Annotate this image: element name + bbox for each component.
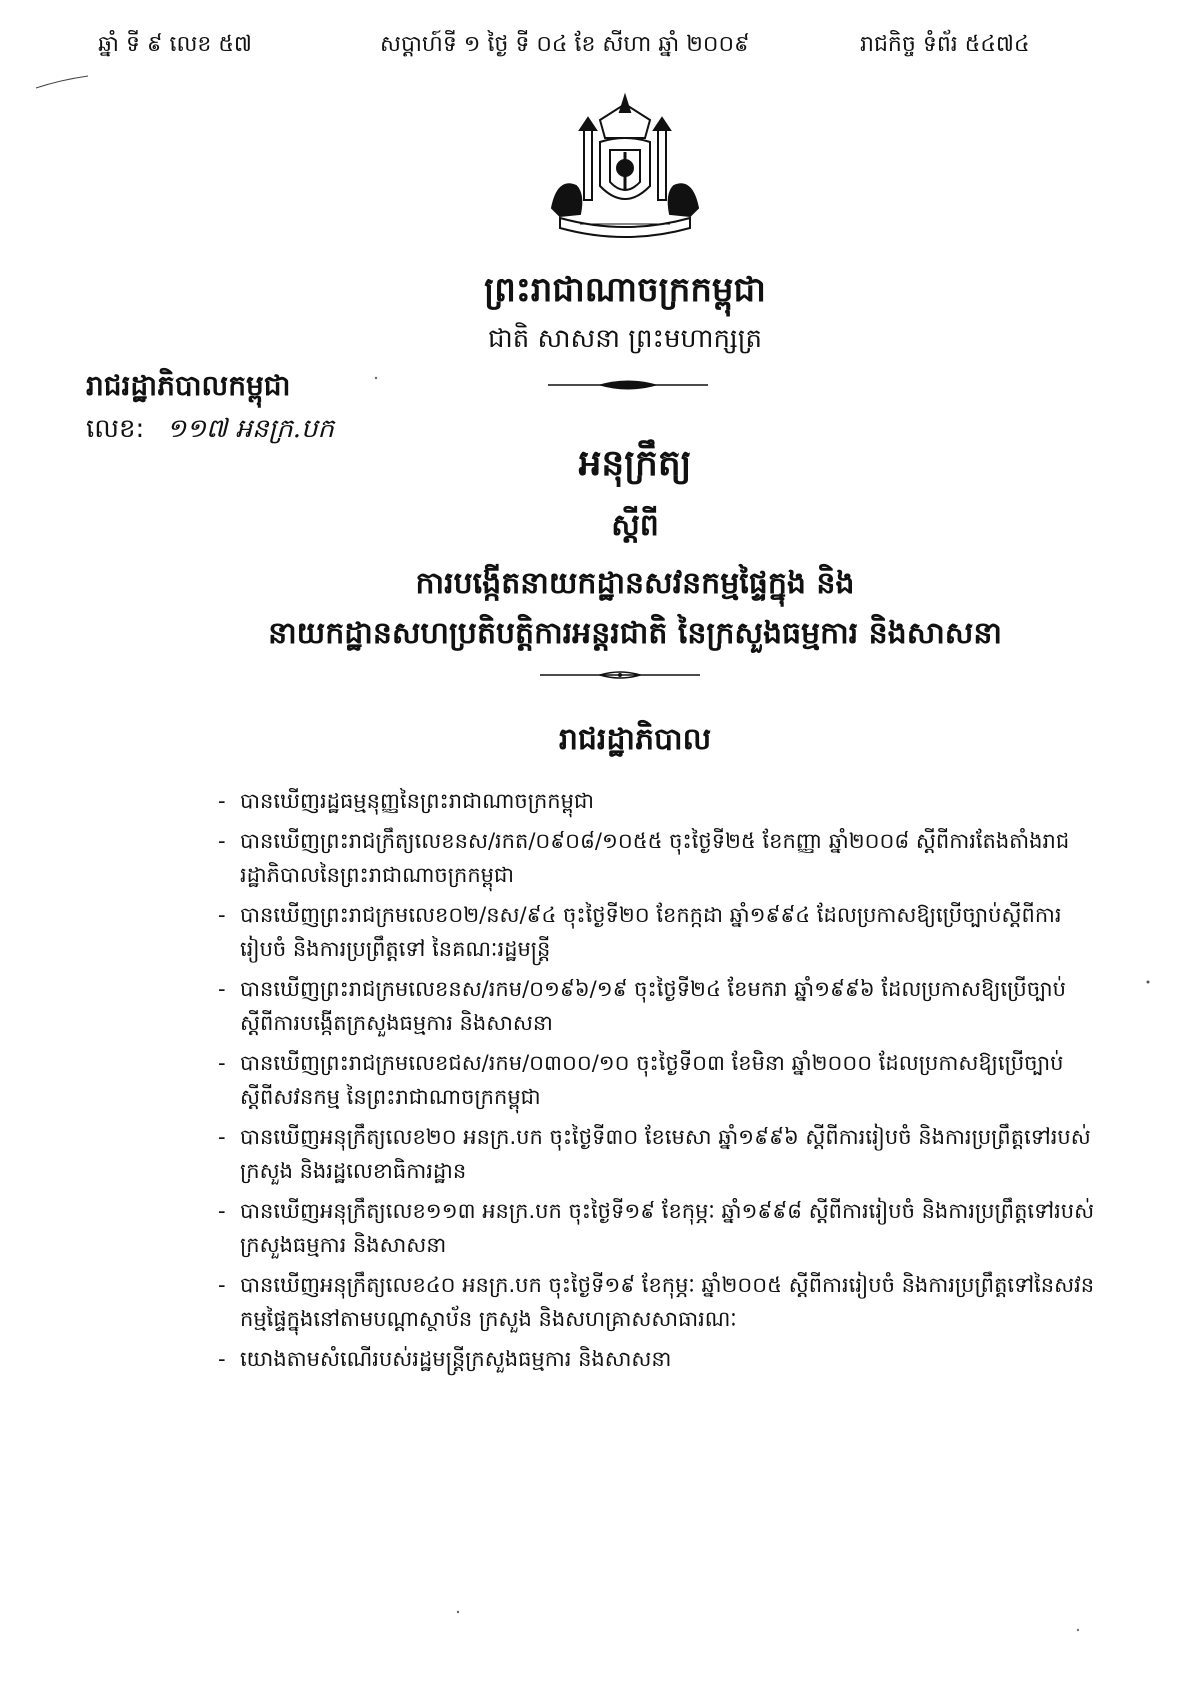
gazette-date: សប្តាហ៍ទី ១ ថ្ងៃ ទី ០៤ ខែ សីហា ឆ្នាំ ២០០៩	[380, 32, 750, 57]
list-item: - បានឃើញរដ្ឋធម្មនុញ្ញនៃព្រះរាជាណាចក្រកម្ពុជា	[218, 784, 1098, 818]
list-item: - បានឃើញព្រះរាជក្រមលេខនស/រកម/០១៩៦/១៩ ចុះថ្ងៃទី២៤ ខែមករា ឆ្នាំ១៩៩៦ ដែលប្រកាសឱ្យប្រើច្បាប់ស្តីពីការបង្កើតក្រសួងធម្មការ និងសាសនា	[218, 972, 1098, 1040]
list-item: - បានឃើញអនុក្រឹត្យលេខ៤០ អនក្រ.បក ចុះថ្ងៃទី១៩ ខែកុម្ភៈ ឆ្នាំ២០០៥ ស្តីពីការរៀបចំ និងការប្រព្រឹត្តទៅនៃសវនកម្មផ្ទៃក្នុងនៅតាមបណ្តាស្ថាប័ន ក្រសួង និងសហគ្រាសសាធារណៈ	[218, 1268, 1098, 1336]
list-item: - បានឃើញអនុក្រឹត្យលេខ២០ អនក្រ.បក ចុះថ្ងៃទី៣០ ខែមេសា ឆ្នាំ១៩៩៦ ស្តីពីការរៀបចំ និងការប្រព្រឹត្តទៅរបស់ក្រសួង និងរដ្ឋលេខាធិការដ្ឋាន	[218, 1120, 1098, 1188]
ornament-divider-icon	[540, 668, 700, 682]
gazette-page: រាជកិច្ច ទំព័រ ៥៤៧៤	[860, 32, 1030, 57]
subject-line-2: នាយកដ្ឋានសហប្រតិបត្តិការអន្តរជាតិ នៃក្រសួងធម្មការ និងសាសនា	[268, 616, 1002, 651]
document-about: ស្តីពី	[611, 508, 659, 543]
list-item: - បានឃើញព្រះរាជក្រមលេខជស/រកម/០៣០០/១០ ចុះថ្ងៃទី០៣ ខែមិនា ឆ្នាំ២០០០ ដែលប្រកាសឱ្យប្រើច្បាប់ស្តីពីសវនកម្ម នៃព្រះរាជាណាចក្រកម្ពុជា	[218, 1046, 1098, 1114]
preamble-clauses	[218, 784, 1098, 1382]
issuing-government: រាជរដ្ឋាភិបាលកម្ពុជា	[86, 369, 291, 402]
gazette-issue: ឆ្នាំ ទី ៩ លេខ ៥៧	[98, 32, 252, 57]
gazette-header	[0, 30, 1190, 70]
national-motto: ជាតិ សាសនា ព្រះមហាក្សត្រ	[488, 324, 762, 354]
royal-coat-of-arms-icon	[540, 90, 710, 250]
list-item: - បានឃើញព្រះរាជក្រឹត្យលេខនស/រកត/០៩០៨/១០៥៥ ចុះថ្ងៃទី២៥ ខែកញ្ញា ឆ្នាំ២០០៨ ស្តីពីការតែងតាំងរាជរដ្ឋាភិបាលនៃព្រះរាជាណាចក្រកម្ពុជា	[218, 824, 1098, 892]
list-item: - បានឃើញព្រះរាជក្រមលេខ០២/នស/៩៤ ចុះថ្ងៃទី២០ ខែកក្កដា ឆ្នាំ១៩៩៤ ដែលប្រកាសឱ្យប្រើច្បាប់ស្តីពីការរៀបចំ និងការប្រព្រឹត្តទៅ នៃគណៈរដ្ឋមន្ត្រី	[218, 898, 1098, 966]
list-item: - បានឃើញអនុក្រឹត្យលេខ១១៣ អនក្រ.បក ចុះថ្ងៃទី១៩ ខែកុម្ភៈ ឆ្នាំ១៩៩៨ ស្តីពីការរៀបចំ និងការប្រព្រឹត្តទៅរបស់ក្រសួងធម្មការ និងសាសនា	[218, 1194, 1098, 1262]
ornament-divider-icon	[548, 378, 708, 392]
subject-line-1: ការបង្កើតនាយកដ្ឋានសវនកម្មផ្ទៃក្នុង និង	[415, 566, 855, 601]
list-item: - យោងតាមសំណើរបស់រដ្ឋមន្ត្រីក្រសួងធម្មការ និងសាសនា	[218, 1342, 1098, 1376]
document-type: អនុក្រឹត្យ	[578, 443, 692, 484]
decree-number-label: លេខ:	[86, 414, 145, 444]
decree-number-value: ១១៧ អនក្រ.បក	[166, 414, 335, 444]
section-heading: រាជរដ្ឋាភិបាល	[558, 722, 712, 757]
kingdom-name: ព្រះរាជាណាចក្រកម្ពុជា	[484, 270, 766, 310]
